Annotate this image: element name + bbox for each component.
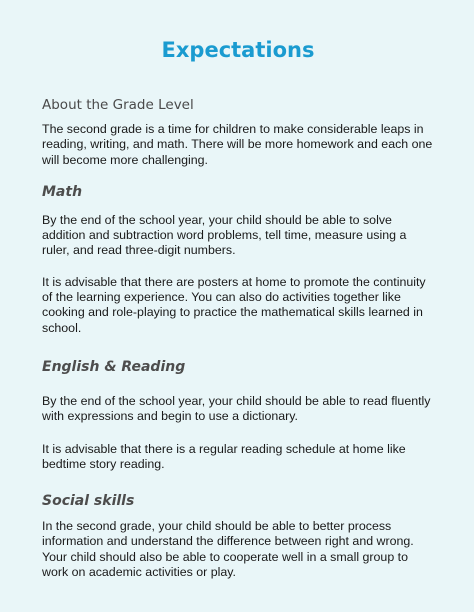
paragraph-math-1: By the end of the school year, your child should be able to solve addition and subtraction word problems, tell time, measure using a ruler, and read three-digit numbers.: [42, 212, 407, 258]
paragraph-english-1: By the end of the school year, your child should be able to read fluently with expressions and begin to use a dictionary.: [42, 393, 431, 424]
paragraph-social-skills: In the second grade, your child should be able to better process information and understand the difference between right and wrong. Your child should also be able to cooperate well in a small group to work on academic activities or play.: [42, 519, 414, 580]
paragraph-english-2: It is advisable that there is a regular reading schedule at home like bedtime story reading.: [42, 441, 406, 471]
section-heading-english-reading: English & Reading: [42, 358, 186, 375]
section-heading-social-skills: Social skills: [42, 493, 135, 510]
section-heading-grade-level: About the Grade Level: [42, 97, 194, 113]
paragraph-grade-level: The second grade is a time for children to make considerable leaps in reading, writing, and math. There will be more homework and each one will become more challenging.: [42, 122, 433, 167]
page-title: Expectations: [161, 38, 315, 62]
section-heading-math: Math: [42, 183, 83, 200]
paragraph-math-2: It is advisable that there are posters at home to promote the continuity of the learning experience. You can also do activities together like cooking and role-playing to practice the mathematical skills learned in school.: [42, 274, 426, 335]
